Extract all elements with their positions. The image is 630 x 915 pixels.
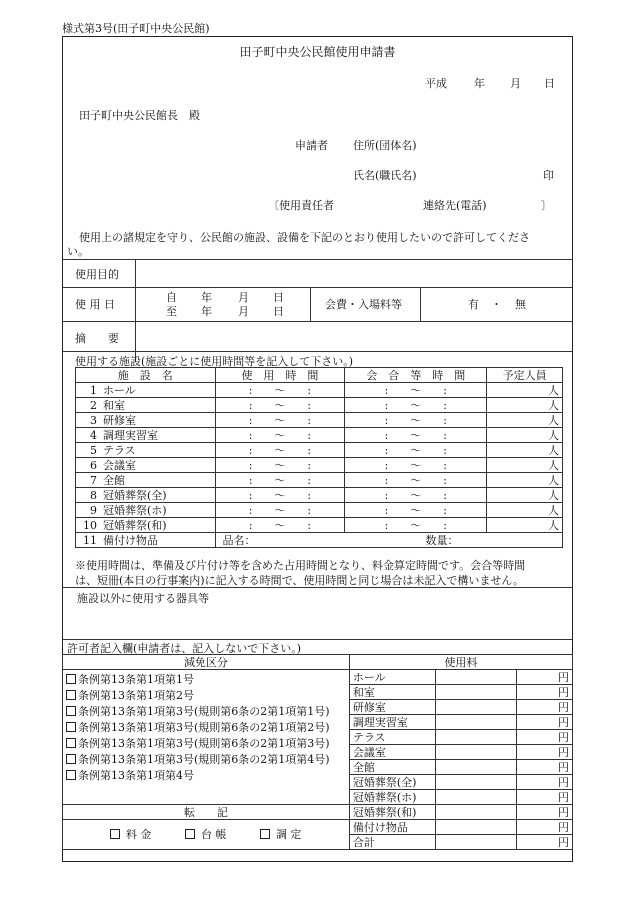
remarks-label: 摘 要 — [75, 332, 119, 345]
table-row — [76, 488, 563, 503]
usage-time-field[interactable]: : ～ : — [215, 398, 345, 413]
planned-persons-field[interactable]: 人 — [487, 428, 563, 443]
facility-name — [76, 398, 216, 413]
to-day: 日 — [273, 305, 284, 318]
addressee: 田子町中央公民館長 殿 — [79, 109, 200, 122]
facility-label: 全館 — [103, 473, 125, 487]
contact-label: 連絡先(電話) — [423, 199, 487, 212]
seal-mark: 印 — [543, 169, 554, 182]
checkbox-icon[interactable] — [66, 738, 76, 748]
fee-facility-name: 調理実習室 — [349, 715, 435, 730]
fee-detail-field[interactable] — [435, 745, 516, 760]
address-label: 住所(団体名) — [353, 139, 417, 152]
reduction-label: 条例第13条第1項第3号(規則第6条の2第1項第3号) — [78, 737, 330, 750]
fee-detail-field[interactable] — [435, 670, 516, 685]
checkbox-icon[interactable] — [66, 754, 76, 764]
checkbox-icon[interactable] — [66, 706, 76, 716]
facility-number: 7 — [90, 473, 97, 487]
facilities-table — [75, 367, 563, 548]
usage-time-field[interactable]: : ～ : — [215, 518, 345, 533]
application-form — [62, 36, 573, 862]
checkbox-icon[interactable] — [66, 674, 76, 684]
intro-line-2: い。 — [67, 245, 89, 258]
facility-name — [76, 383, 216, 398]
equipment-row — [76, 533, 563, 548]
item-label: 品名： — [222, 533, 256, 547]
usage-time-field[interactable]: : ～ : — [215, 473, 345, 488]
facilities-note-1: ※使用時間は、準備及び片付け等を含めた占用時間となり、料金算定時間です。会合等時間 — [75, 559, 526, 572]
fee-amount-field[interactable]: 円 — [517, 805, 573, 820]
form-number: 様式第3号(田子町中央公民館) — [62, 22, 210, 35]
usage-time-field[interactable]: : ～ : — [215, 488, 345, 503]
fee-facility-name: 備付け物品 — [349, 820, 435, 835]
purpose-field[interactable] — [139, 261, 567, 285]
reduction-label: 条例第13条第1項第3号(規則第6条の2第1項第1号) — [78, 705, 330, 718]
permit-table — [62, 654, 573, 850]
planned-persons-field[interactable]: 人 — [487, 443, 563, 458]
transfer-ledger-label: 台 帳 — [200, 828, 227, 841]
fee-detail-field[interactable] — [435, 700, 516, 715]
date-month: 月 — [510, 77, 521, 90]
facility-label: 和室 — [103, 398, 125, 412]
permit-heading: 許可者記入欄(申請者は、記入しないで下さい。) — [67, 642, 302, 655]
reduction-item[interactable] — [66, 736, 346, 752]
fee-amount-field[interactable]: 円 — [517, 715, 573, 730]
applicant-label: 申請者 — [295, 139, 328, 152]
planned-persons-field[interactable]: 人 — [487, 398, 563, 413]
facilities-header-3: 予定人員 — [487, 368, 563, 383]
usage-time-field[interactable]: : ～ : — [215, 428, 345, 443]
name-label: 氏名(職氏名) — [353, 169, 417, 182]
fee-facility-name: 冠婚葬祭(ホ) — [349, 790, 435, 805]
checkbox-icon[interactable] — [66, 690, 76, 700]
fee-detail-field[interactable] — [435, 685, 516, 700]
table-row — [76, 443, 563, 458]
fee-amount-field[interactable]: 円 — [517, 820, 573, 835]
planned-persons-field[interactable]: 人 — [487, 383, 563, 398]
fee-yes[interactable]: 有 — [468, 298, 479, 311]
fee-detail-field[interactable] — [435, 790, 516, 805]
fee-amount-field[interactable]: 円 — [517, 700, 573, 715]
reduction-item[interactable] — [66, 672, 346, 688]
to-month: 月 — [238, 305, 249, 318]
other-equipment-field[interactable] — [77, 605, 563, 635]
facility-label: 冠婚葬祭(ホ) — [103, 503, 167, 517]
facility-number: 8 — [90, 488, 97, 502]
reduction-label: 条例第13条第1項第1号 — [78, 673, 194, 686]
facility-name — [76, 473, 216, 488]
reduction-label: 条例第13条第1項第3号(規則第6条の2第1項第2号) — [78, 721, 330, 734]
reduction-label: 条例第13条第1項第3号(規則第6条の2第1項第4号) — [78, 753, 330, 766]
planned-persons-field[interactable]: 人 — [487, 458, 563, 473]
fee-amount-field[interactable]: 円 — [517, 670, 573, 685]
fee-detail-field[interactable] — [435, 805, 516, 820]
facility-name — [76, 428, 216, 443]
reduction-header: 減免区分 — [63, 655, 350, 670]
fee-no[interactable]: 無 — [515, 298, 526, 311]
fee-detail-field[interactable] — [435, 775, 516, 790]
reduction-item[interactable] — [66, 688, 346, 704]
facility-number: 5 — [90, 443, 97, 457]
usage-date-label: 使 用 日 — [75, 298, 115, 311]
transfer-header: 転 記 — [63, 805, 350, 820]
reduction-label: 条例第13条第1項第2号 — [78, 689, 194, 702]
bracket-close: 〕 — [541, 199, 552, 212]
facility-name — [76, 413, 216, 428]
facilities-header-1: 使 用 時 間 — [215, 368, 345, 383]
fee-detail-field[interactable] — [435, 715, 516, 730]
table-row — [76, 413, 563, 428]
table-row — [63, 805, 573, 820]
facility-label: 調理実習室 — [103, 428, 158, 442]
facility-name — [76, 503, 216, 518]
date-year: 年 — [474, 77, 485, 90]
facility-name — [76, 533, 216, 548]
date-day: 日 — [544, 77, 555, 90]
checkbox-icon[interactable] — [66, 770, 76, 780]
meeting-time-field[interactable]: : ～ : — [345, 383, 487, 398]
table-row — [76, 428, 563, 443]
equipment-qty-field[interactable] — [487, 533, 563, 548]
facility-number: 9 — [90, 503, 97, 517]
fee-facility-name: 会議室 — [349, 745, 435, 760]
fee-amount-field[interactable]: 円 — [517, 835, 573, 850]
planned-persons-field[interactable]: 人 — [487, 488, 563, 503]
usage-time-field[interactable]: : ～ : — [215, 503, 345, 518]
facility-label: 会議室 — [103, 458, 136, 472]
fee-facility-name: テラス — [349, 730, 435, 745]
table-row — [63, 820, 573, 835]
checkbox-icon[interactable] — [260, 829, 270, 839]
fee-header: 使用料 — [349, 655, 572, 670]
table-row — [76, 458, 563, 473]
fee-facility-name: ホール — [349, 670, 435, 685]
facility-number: 6 — [90, 458, 97, 472]
intro-line-1: 使用上の諸規定を守り、公民館の施設、設備を下記のとおり使用したいので許可してくださ — [79, 231, 530, 244]
usage-time-field[interactable]: : ～ : — [215, 458, 345, 473]
responsible-label: 〔使用責任者 — [268, 199, 334, 212]
fee-amount-field[interactable]: 円 — [517, 775, 573, 790]
table-row — [76, 383, 563, 398]
facility-label: 研修室 — [103, 413, 136, 427]
reduction-item[interactable] — [66, 704, 346, 720]
date-from-label: 自 — [166, 291, 177, 304]
fee-detail-field[interactable] — [435, 760, 516, 775]
date-to-label: 至 — [166, 305, 177, 318]
facility-name — [76, 518, 216, 533]
from-day: 日 — [273, 291, 284, 304]
fee-detail-field[interactable] — [435, 835, 516, 850]
usage-time-field[interactable]: : ～ : — [215, 383, 345, 398]
meeting-time-field[interactable]: : ～ : — [345, 518, 487, 533]
equipment-item-field[interactable] — [215, 533, 487, 548]
purpose-label: 使用目的 — [75, 268, 119, 281]
usage-time-field[interactable]: : ～ : — [215, 443, 345, 458]
table-row — [76, 473, 563, 488]
facilities-header-2: 会 合 等 時 間 — [345, 368, 487, 383]
fee-amount-field[interactable]: 円 — [517, 685, 573, 700]
facility-label: 備付け物品 — [103, 533, 158, 547]
facility-number: 2 — [90, 398, 97, 412]
fee-facility-name: 合計 — [349, 835, 435, 850]
transfer-adjust-label: 調 定 — [275, 828, 302, 841]
table-row — [76, 518, 563, 533]
checkbox-icon[interactable] — [66, 722, 76, 732]
table-row — [76, 503, 563, 518]
meeting-time-field[interactable]: : ～ : — [345, 413, 487, 428]
fee-facility-name: 全館 — [349, 760, 435, 775]
transfer-fee-label: 料 金 — [125, 828, 152, 841]
planned-persons-field[interactable]: 人 — [487, 473, 563, 488]
planned-persons-field[interactable]: 人 — [487, 518, 563, 533]
from-year: 年 — [201, 291, 212, 304]
other-equipment-label: 施設以外に使用する器具等 — [77, 592, 209, 605]
fee-facility-name: 研修室 — [349, 700, 435, 715]
facility-label: ホール — [103, 383, 136, 397]
facility-number: 4 — [90, 428, 97, 442]
reduction-item[interactable] — [66, 752, 346, 768]
date-era: 平成 — [425, 77, 447, 90]
meeting-time-field[interactable]: : ～ : — [345, 398, 487, 413]
fee-amount-field[interactable]: 円 — [517, 745, 573, 760]
fee-dot: ・ — [491, 298, 502, 311]
facility-name — [76, 488, 216, 503]
facility-label: 冠婚葬祭(和) — [103, 518, 167, 532]
facilities-note-2: は、短冊(本日の行事案内)に記入する時間で、使用時間と同じ場合は未記入で構いません。 — [75, 574, 525, 587]
reduction-item[interactable] — [66, 720, 346, 736]
qty-label: 数量： — [425, 533, 459, 547]
facility-label: 冠婚葬祭(全) — [103, 488, 167, 502]
fee-facility-name: 冠婚葬祭(和) — [349, 805, 435, 820]
fee-detail-field[interactable] — [435, 730, 516, 745]
meeting-time-field[interactable]: : ～ : — [345, 443, 487, 458]
permit-header-row — [63, 655, 573, 670]
meeting-time-field[interactable]: : ～ : — [345, 458, 487, 473]
reduction-list — [63, 670, 350, 805]
fee-amount-field[interactable]: 円 — [517, 760, 573, 775]
facilities-header-row — [76, 368, 563, 383]
meeting-time-field[interactable]: : ～ : — [345, 488, 487, 503]
form-title: 田子町中央公民館使用申請書 — [239, 45, 396, 59]
facility-name — [76, 443, 216, 458]
checkbox-icon[interactable] — [185, 829, 195, 839]
planned-persons-field[interactable]: 人 — [487, 503, 563, 518]
table-row — [63, 670, 573, 685]
facility-number: 1 — [90, 383, 97, 397]
facility-name — [76, 458, 216, 473]
fee-facility-name: 冠婚葬祭(全) — [349, 775, 435, 790]
facility-number: 10 — [83, 518, 97, 532]
fee-detail-field[interactable] — [435, 820, 516, 835]
fee-facility-name: 和室 — [349, 685, 435, 700]
meeting-time-field[interactable]: : ～ : — [345, 473, 487, 488]
planned-persons-field[interactable]: 人 — [487, 413, 563, 428]
reduction-item[interactable] — [66, 768, 346, 784]
fee-amount-field[interactable]: 円 — [517, 790, 573, 805]
facility-number: 3 — [90, 413, 97, 427]
reduction-label: 条例第13条第1項第4号 — [78, 769, 194, 782]
facility-label: テラス — [103, 443, 136, 457]
transfer-options — [63, 820, 350, 850]
meeting-time-field[interactable]: : ～ : — [345, 503, 487, 518]
facilities-header-0: 施 設 名 — [76, 368, 216, 383]
to-year: 年 — [201, 305, 212, 318]
fee-amount-field[interactable]: 円 — [517, 730, 573, 745]
meeting-time-field[interactable]: : ～ : — [345, 428, 487, 443]
from-month: 月 — [238, 291, 249, 304]
usage-time-field[interactable]: : ～ : — [215, 413, 345, 428]
checkbox-icon[interactable] — [110, 829, 120, 839]
facility-number: 11 — [83, 533, 97, 547]
facilities-heading: 使用する施設(施設ごとに使用時間等を記入して下さい。) — [75, 355, 354, 368]
fee-label: 会費・入場料等 — [325, 298, 402, 311]
table-row — [76, 398, 563, 413]
